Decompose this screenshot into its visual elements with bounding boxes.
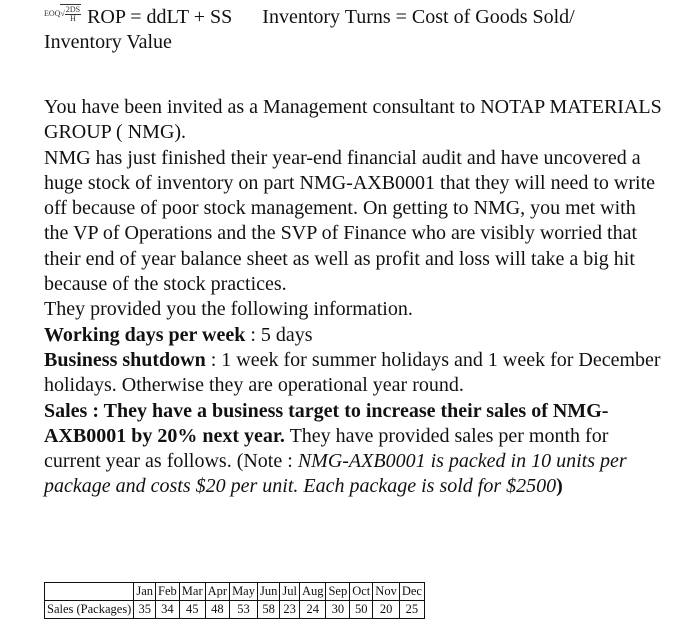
shutdown-label: Business shutdown [44,348,206,371]
month-header: May [230,583,258,601]
sales-value: 45 [179,601,205,619]
sales-note-close: ) [556,475,563,498]
case-description [44,95,664,500]
eoq-denominator: H [70,14,76,23]
turns-formula-continued: Inventory Value [44,31,172,53]
working-days-value: : 5 days [245,323,313,346]
sales-value: 34 [156,601,180,619]
table-row [45,601,425,619]
sales-value: 23 [280,601,300,619]
sales-value: 53 [230,601,258,619]
sales-value: 50 [350,601,373,619]
month-header: Apr [205,583,229,601]
month-header: Oct [350,583,373,601]
sales-note-details: NMG-AXB0001 is packed in 10 units per package and costs $20 per unit. Each package is sold for $2500 [44,450,627,498]
month-header: Aug [299,583,326,601]
business-shutdown [44,348,664,399]
sales-note-intro: They have provided sales per month for current year as follows. (Note : [44,424,609,473]
turns-formula: Inventory Turns = Cost of Goods Sold/ [262,5,575,28]
intro-paragraph-1: You have been invited as a Management consultant to NOTAP MATERIALS GROUP ( NMG). [44,96,662,144]
month-header: Jan [134,583,156,601]
sales-value: 58 [257,601,279,619]
sales-info [44,399,664,500]
sales-target: Sales : They have a business target to increase their sales of NMG-AXB0001 by 20% next year. [44,399,609,447]
row-label: Sales (Packages) [45,601,134,619]
month-header: Dec [399,583,424,601]
sales-value: 35 [134,601,156,619]
intro-paragraph-2: NMG has just finished their year-end financial audit and have uncovered a huge stock of inventory on part NMG-AXB0001 that they will need to write off because of poor stock management. On getting to NMG, you met with the VP of Operations and the SVP of Finance who are visibly worried that their end of year balance sheet as well as profit and loss will take a big hit because of the stock practices. [44,146,655,296]
eoq-label: EOQ [44,8,61,18]
sales-value: 20 [373,601,400,619]
month-header: Jun [257,583,279,601]
sales-value: 30 [326,601,350,619]
working-days-label: Working days per week [44,323,246,346]
month-header: Mar [179,583,205,601]
month-header: Sep [326,583,350,601]
month-header: Nov [373,583,400,601]
shutdown-value: : 1 week for summer holidays and 1 week for December holidays. Otherwise they are operational year round. [44,348,661,397]
eoq-numerator: 2DS [65,5,81,14]
sales-table [44,582,425,619]
sales-value: 24 [299,601,326,619]
working-days [44,323,664,348]
eoq-formula [44,4,81,23]
sales-value: 25 [399,601,424,619]
intro-paragraph-3: They provided you the following information. [44,298,413,321]
formula-line [44,4,575,29]
sqrt-icon: $√\frac{2DS}{H}$ [60,5,81,23]
month-header: Feb [156,583,180,601]
table-header-row [45,583,425,601]
month-header: Jul [280,583,300,601]
rop-formula: ROP = ddLT + SS [87,5,233,28]
table-corner-cell [45,583,134,601]
sales-value: 48 [205,601,229,619]
